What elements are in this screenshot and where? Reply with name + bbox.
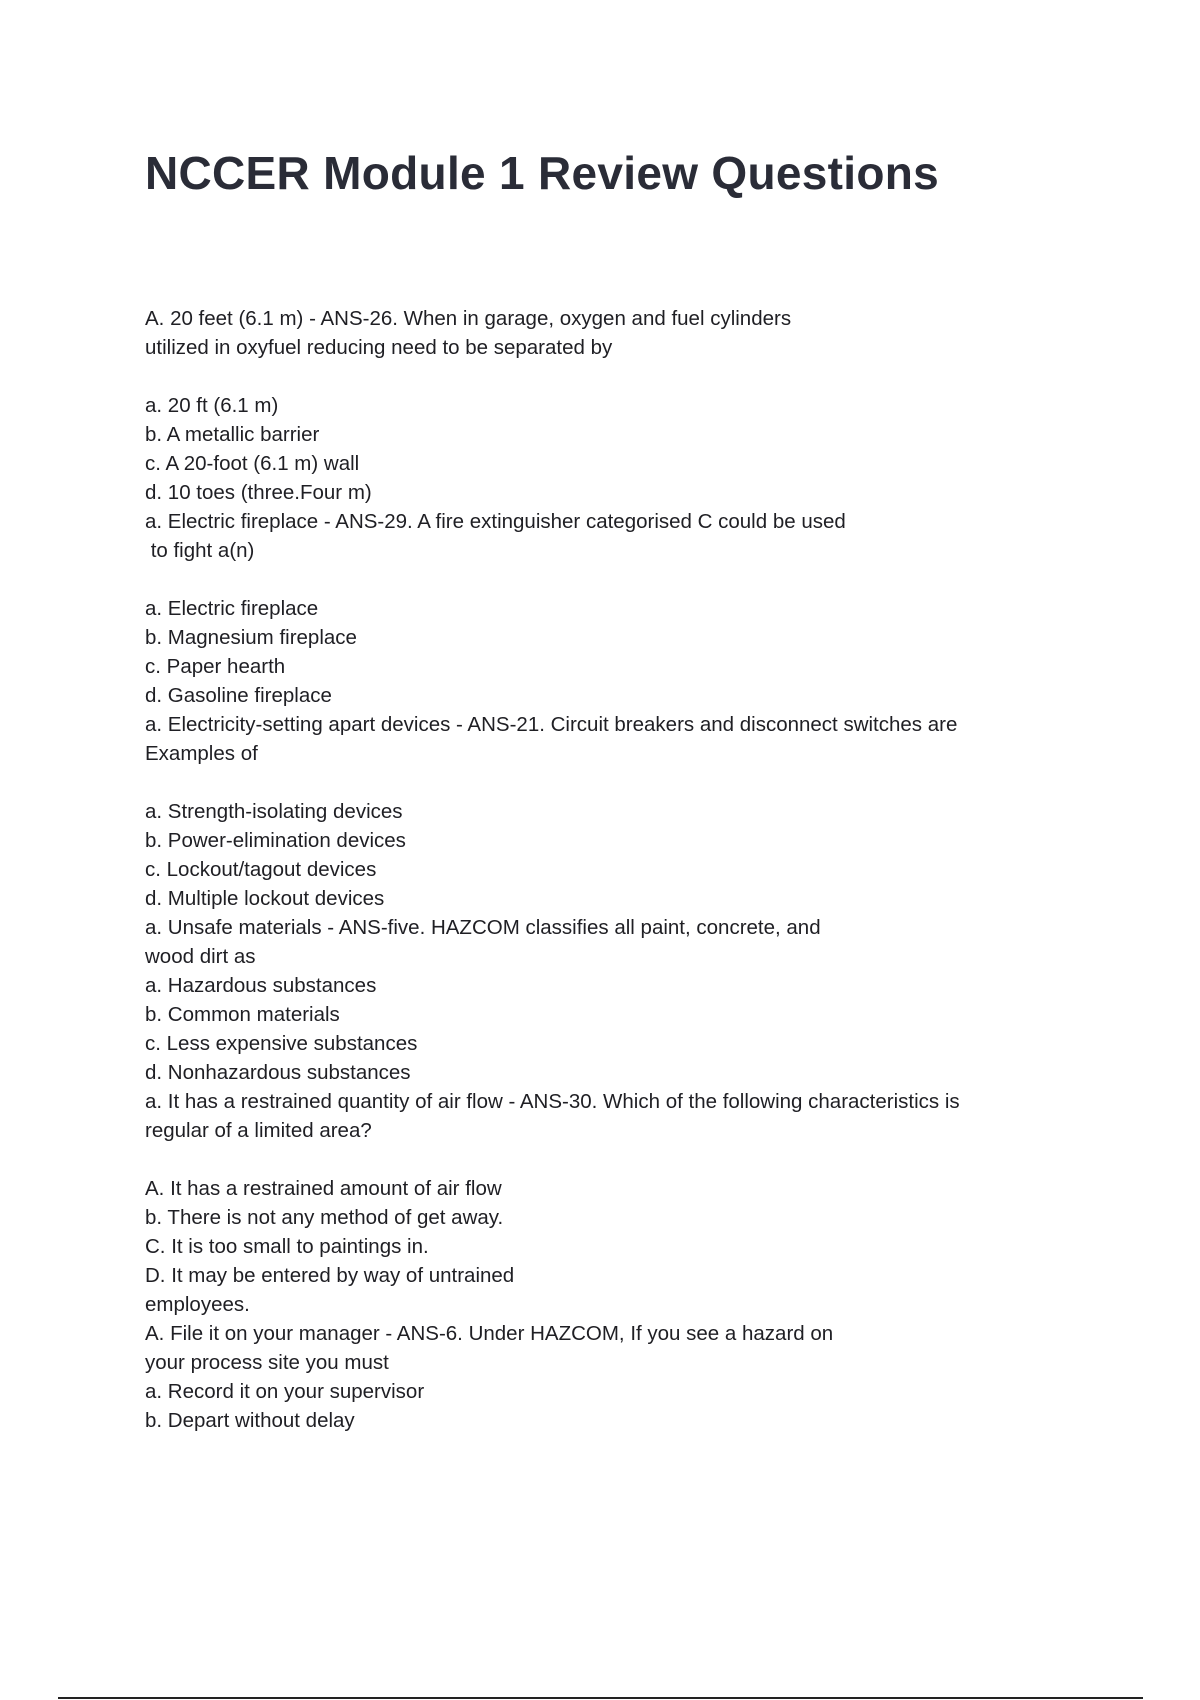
text-line: a. Electricity-setting apart devices - ANS-21. Circuit breakers and disconnect switches are — [145, 713, 958, 736]
text-line: regular of a limited area? — [145, 1119, 372, 1142]
answer-option: d. Nonhazardous substances — [145, 1061, 411, 1084]
answer-option: a. Hazardous substances — [145, 974, 377, 997]
text-line: Examples of — [145, 742, 258, 765]
answer-option: C. It is too small to paintings in. — [145, 1235, 429, 1258]
answer-option: b. Magnesium fireplace — [145, 626, 357, 649]
blank-line — [145, 362, 1065, 391]
footer-divider — [58, 1697, 1143, 1699]
answer-option: A. It has a restrained amount of air flow — [145, 1177, 502, 1200]
answer-option: d. 10 toes (three.Four m) — [145, 481, 372, 504]
blank-line — [145, 565, 1065, 594]
text-line: A. File it on your manager - ANS-6. Under HAZCOM, If you see a hazard on — [145, 1322, 834, 1345]
question-list — [145, 304, 1065, 1435]
answer-option: d. Multiple lockout devices — [145, 887, 385, 910]
answer-option: b. There is not any method of get away. — [145, 1206, 504, 1229]
text-line: employees. — [145, 1293, 250, 1316]
text-line: wood dirt as — [145, 945, 256, 968]
answer-option: c. Paper hearth — [145, 655, 286, 678]
answer-option: a. Record it on your supervisor — [145, 1380, 425, 1403]
text-line: your process site you must — [145, 1351, 389, 1374]
text-line: a. It has a restrained quantity of air flow - ANS-30. Which of the following characteristics is — [145, 1090, 960, 1113]
answer-option: b. Common materials — [145, 1003, 340, 1026]
answer-option: b. Power-elimination devices — [145, 829, 406, 852]
answer-option: d. Gasoline fireplace — [145, 684, 332, 707]
text-line: a. Unsafe materials - ANS-five. HAZCOM classifies all paint, concrete, and — [145, 916, 821, 939]
answer-option: b. Depart without delay — [145, 1409, 355, 1432]
text-line: a. Electric fireplace - ANS-29. A fire extinguisher categorised C could be used — [145, 510, 846, 533]
blank-line — [145, 1145, 1065, 1174]
answer-option: a. Electric fireplace — [145, 597, 319, 620]
text-line: to fight a(n) — [145, 539, 255, 562]
answer-option: c. A 20-foot (6.1 m) wall — [145, 452, 360, 475]
answer-option: a. Strength-isolating devices — [145, 800, 403, 823]
answer-option: c. Less expensive substances — [145, 1032, 418, 1055]
text-line: A. 20 feet (6.1 m) - ANS-26. When in garage, oxygen and fuel cylinders — [145, 307, 792, 330]
page-title: NCCER Module 1 Review Questions — [145, 147, 939, 199]
answer-option: D. It may be entered by way of untrained — [145, 1264, 515, 1287]
text-line: utilized in oxyfuel reducing need to be separated by — [145, 336, 613, 359]
answer-option: b. A metallic barrier — [145, 423, 320, 446]
answer-option: a. 20 ft (6.1 m) — [145, 394, 279, 417]
answer-option: c. Lockout/tagout devices — [145, 858, 377, 881]
blank-line — [145, 768, 1065, 797]
